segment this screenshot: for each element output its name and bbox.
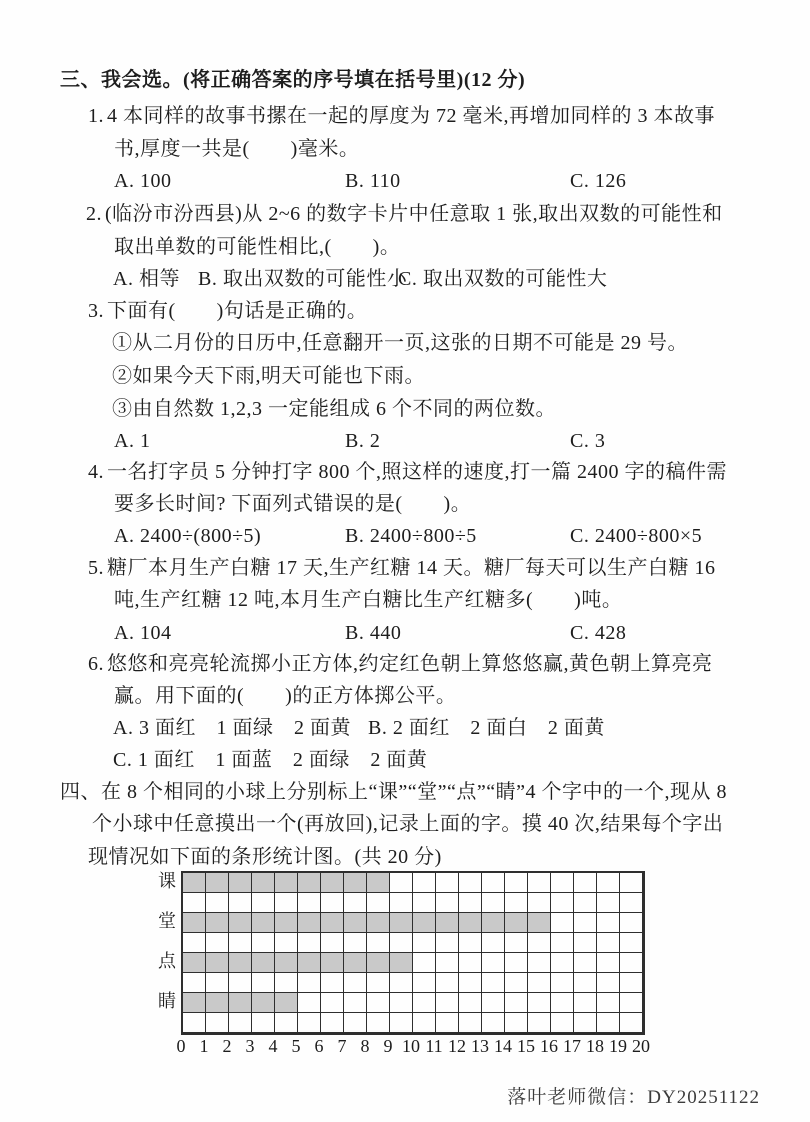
category-label-睛: 睛 (158, 991, 176, 1011)
x-tick-label: 12 (448, 1036, 466, 1056)
question-1-line-1 (88, 104, 715, 128)
question-4-line-2: 要多长时间? 下面列式错误的是( )。 (114, 493, 472, 515)
x-tick-label: 10 (402, 1036, 420, 1056)
question-2-line-2: 取出单数的可能性相比,( )。 (114, 236, 401, 258)
section-four-line-1: 四、在 8 个相同的小球上分别标上“课”“堂”“点”“睛”4 个字中的一个,现从 8 (60, 781, 728, 803)
question-6-text: 悠悠和亮亮轮流掷小正方体,约定红色朝上算悠悠赢,黄色朝上算亮亮 (107, 653, 713, 675)
question-3-option-c: C. 3 (570, 430, 606, 452)
question-6-line-2: 赢。用下面的( )的正方体掷公平。 (114, 685, 457, 707)
category-label-堂: 堂 (158, 911, 176, 931)
section-three-heading: 三、我会选。(将正确答案的序号填在括号里)(12 分) (60, 69, 526, 91)
question-1-option-a: A. 100 (114, 170, 172, 192)
question-3-statement-2: ②如果今天下雨,明天可能也下雨。 (112, 365, 425, 387)
x-tick-label: 6 (314, 1036, 324, 1056)
question-1-text: 4 本同样的故事书摞在一起的厚度为 72 毫米,再增加同样的 3 本故事 (107, 105, 715, 127)
footer-watermark: 落叶老师微信：DY20251122 (507, 1087, 760, 1108)
question-3-statement-1: ①从二月份的日历中,任意翻开一页,这张的日期不可能是 29 号。 (112, 332, 688, 354)
x-tick-label: 20 (632, 1036, 650, 1056)
section-four-line-2: 个小球中任意摸出一个(再放回),记录上面的字。摸 40 次,结果每个字出 (92, 813, 724, 835)
category-label-课: 课 (158, 871, 176, 891)
question-5-text: 糖厂本月生产白糖 17 天,生产红糖 14 天。糖厂每天可以生产白糖 16 (107, 557, 716, 579)
question-5-line-2: 吨,生产红糖 12 吨,本月生产白糖比生产红糖多( )吨。 (114, 589, 623, 611)
x-tick-label: 16 (540, 1036, 558, 1056)
question-4-line-1 (88, 460, 727, 484)
section-four-line-3: 现情况如下面的条形统计图。(共 20 分) (88, 846, 442, 868)
question-4-number: 4. (88, 461, 104, 483)
question-2-number: 2. (86, 203, 102, 225)
question-3-text: 下面有( )句话是正确的。 (107, 300, 368, 322)
question-2-option-c: C. 取出双数的可能性大 (398, 268, 608, 290)
question-3-line-1 (88, 299, 367, 323)
question-5-line-1 (88, 556, 716, 580)
question-2-option-a: A. 相等 (113, 268, 180, 290)
question-3-option-a: A. 1 (114, 430, 151, 452)
x-tick-label: 1 (199, 1036, 209, 1056)
x-tick-label: 8 (360, 1036, 370, 1056)
question-6-line-1 (88, 652, 713, 676)
x-tick-label: 19 (609, 1036, 627, 1056)
x-tick-label: 18 (586, 1036, 604, 1056)
x-tick-label: 9 (383, 1036, 393, 1056)
question-5-option-c: C. 428 (570, 622, 627, 644)
question-4-text: 一名打字员 5 分钟打字 800 个,照这样的速度,打一篇 2400 字的稿件需 (107, 461, 727, 483)
question-1-line-2: 书,厚度一共是( )毫米。 (114, 138, 360, 160)
question-3-statement-3: ③由自然数 1,2,3 一定能组成 6 个不同的两位数。 (112, 398, 556, 420)
chart-grid-lines (183, 873, 643, 1033)
x-tick-label: 2 (222, 1036, 232, 1056)
question-5-option-b: B. 440 (345, 622, 402, 644)
question-2-line-1 (86, 202, 723, 226)
question-4-option-a: A. 2400÷(800÷5) (114, 525, 262, 547)
category-label-点: 点 (158, 951, 176, 971)
x-tick-label: 4 (268, 1036, 278, 1056)
question-6-option-b: B. 2 面红 2 面白 2 面黄 (368, 717, 605, 739)
question-1-number: 1. (88, 105, 104, 127)
question-2-text: (临汾市汾西县)从 2~6 的数字卡片中任意取 1 张,取出双数的可能性和 (105, 203, 723, 225)
question-1-option-b: B. 110 (345, 170, 401, 192)
bar-chart (181, 871, 645, 1035)
x-tick-label: 7 (337, 1036, 347, 1056)
question-1-option-c: C. 126 (570, 170, 627, 192)
question-2-option-b: B. 取出双数的可能性小 (198, 268, 408, 290)
question-6-option-c: C. 1 面红 1 面蓝 2 面绿 2 面黄 (113, 749, 428, 771)
question-3-option-b: B. 2 (345, 430, 381, 452)
question-4-option-b: B. 2400÷800÷5 (345, 525, 477, 547)
question-5-option-a: A. 104 (114, 622, 172, 644)
x-tick-label: 5 (291, 1036, 301, 1056)
x-tick-label: 15 (517, 1036, 535, 1056)
question-5-number: 5. (88, 557, 104, 579)
x-tick-label: 0 (176, 1036, 186, 1056)
question-4-option-c: C. 2400÷800×5 (570, 525, 703, 547)
x-tick-label: 11 (425, 1036, 443, 1056)
x-tick-label: 14 (494, 1036, 512, 1056)
question-6-option-a: A. 3 面红 1 面绿 2 面黄 (113, 717, 351, 739)
question-6-number: 6. (88, 653, 104, 675)
x-tick-label: 13 (471, 1036, 489, 1056)
x-tick-label: 3 (245, 1036, 255, 1056)
x-tick-label: 17 (563, 1036, 581, 1056)
question-3-number: 3. (88, 300, 104, 322)
